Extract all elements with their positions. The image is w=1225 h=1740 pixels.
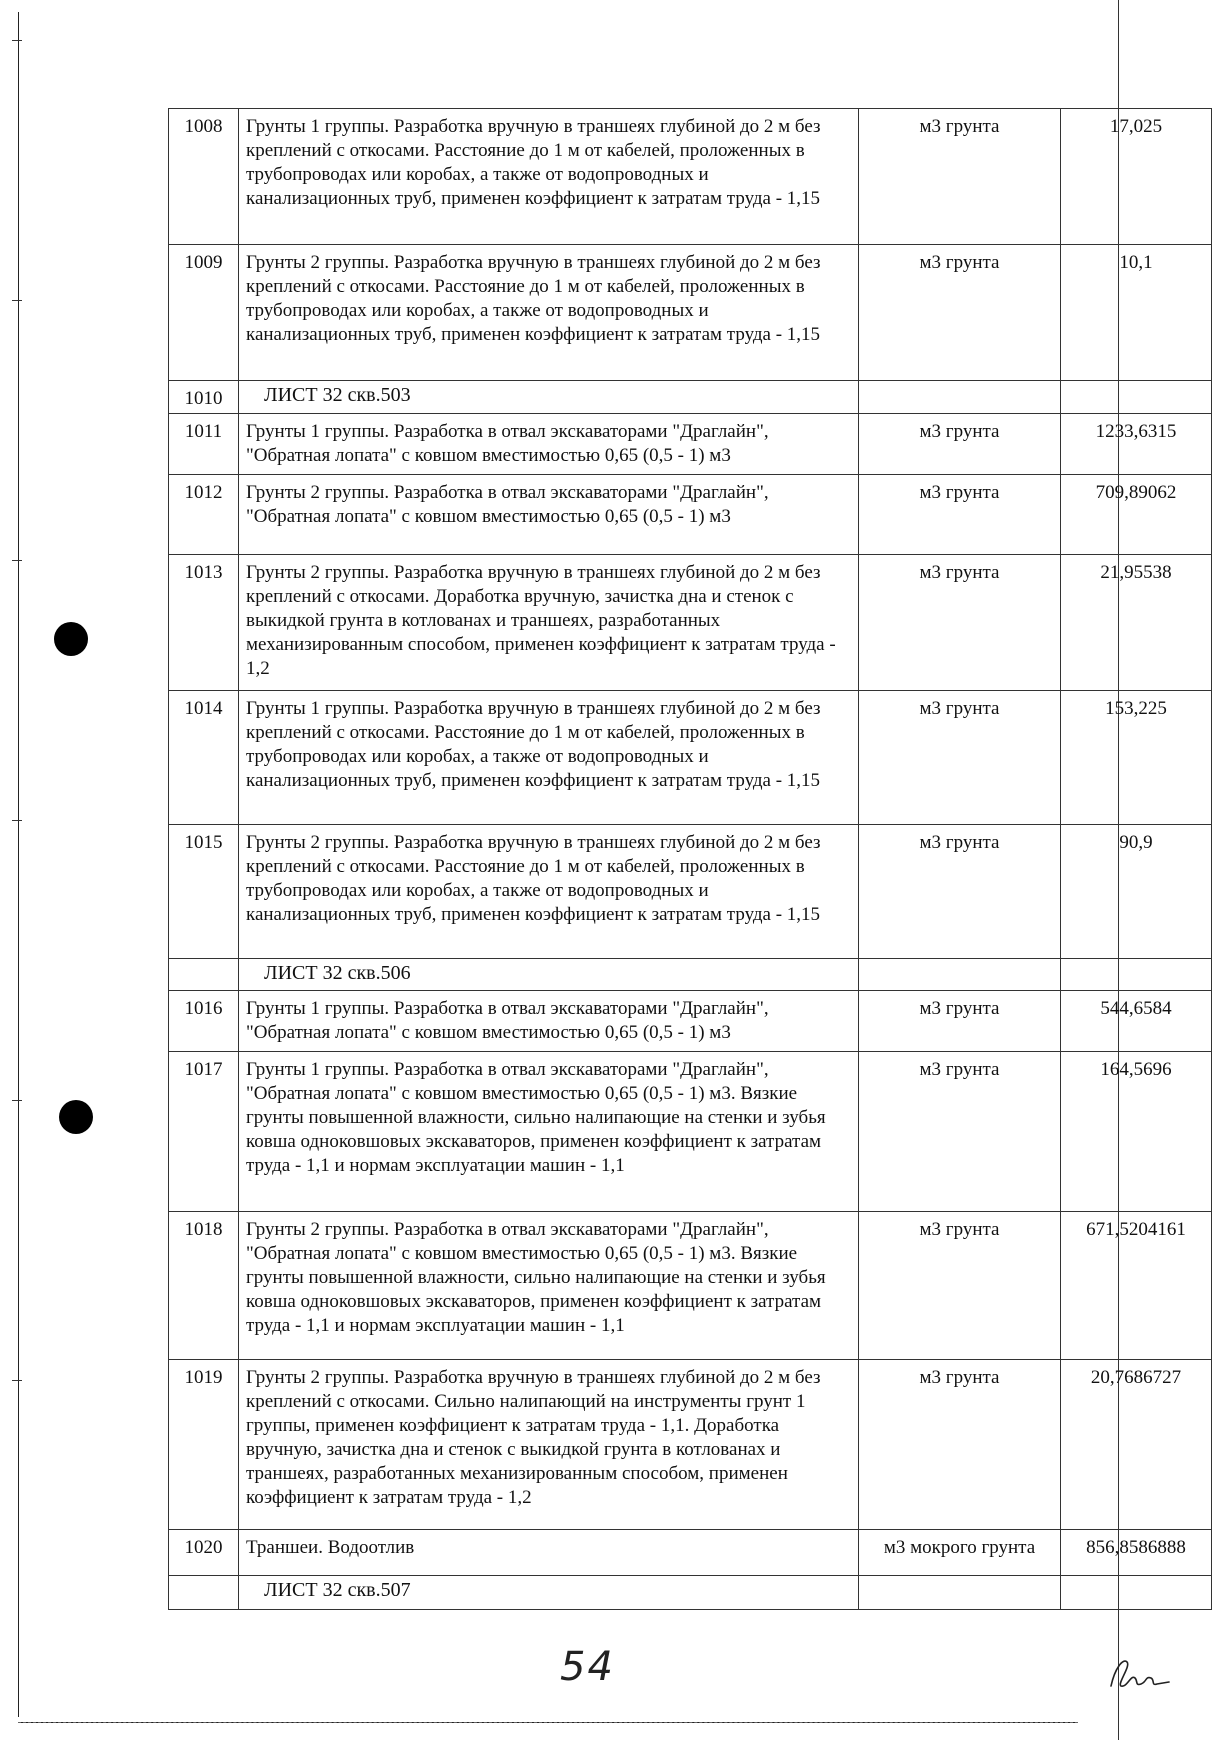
item-quantity: 153,225 <box>1061 691 1212 825</box>
item-unit <box>859 1576 1061 1610</box>
item-description: Грунты 2 группы. Разработка вручную в траншеях глубиной до 2 м без креплений с откосами. Расстояние до 1 м от кабелей, проложенных в трубопроводах или коробах, а также от водопроводных и канализационных труб, применен коэффициент к затратам труда - 1,15 <box>239 825 859 959</box>
sheet-title: ЛИСТ 32 скв.507 <box>239 1576 859 1610</box>
table-row <box>169 991 1212 1052</box>
item-number: 1020 <box>169 1530 239 1576</box>
item-unit: м3 грунта <box>859 1212 1061 1360</box>
item-quantity: 10,1 <box>1061 245 1212 381</box>
table-row <box>169 245 1212 381</box>
item-unit: м3 грунта <box>859 414 1061 475</box>
item-unit: м3 грунта <box>859 1360 1061 1530</box>
item-number: 1010 <box>169 381 239 414</box>
item-description: Грунты 1 группы. Разработка вручную в траншеях глубиной до 2 м без креплений с откосами. Расстояние до 1 м от кабелей, проложенных в трубопроводах или коробах, а также от водопроводных и канализационных труб, применен коэффициент к затратам труда - 1,15 <box>239 109 859 245</box>
item-number: 1015 <box>169 825 239 959</box>
margin-tick <box>12 40 22 41</box>
item-quantity: 671,5204161 <box>1061 1212 1212 1360</box>
sheet-title: ЛИСТ 32 скв.506 <box>239 959 859 991</box>
item-number <box>169 1576 239 1610</box>
item-unit: м3 грунта <box>859 825 1061 959</box>
item-quantity: 1233,6315 <box>1061 414 1212 475</box>
item-unit: м3 мокрого грунта <box>859 1530 1061 1576</box>
left-margin-line <box>18 12 19 1717</box>
item-description: Грунты 2 группы. Разработка вручную в траншеях глубиной до 2 м без креплений с откосами. Расстояние до 1 м от кабелей, проложенных в трубопроводах или коробах, а также от водопроводных и канализационных труб, применен коэффициент к затратам труда - 1,15 <box>239 245 859 381</box>
item-quantity: 164,5696 <box>1061 1052 1212 1212</box>
sheet-header-row <box>169 959 1212 991</box>
item-unit <box>859 381 1061 414</box>
table-body <box>169 109 1212 1610</box>
bottom-margin-line <box>18 1722 1078 1723</box>
item-number: 1012 <box>169 475 239 555</box>
item-unit: м3 грунта <box>859 991 1061 1052</box>
item-quantity: 20,7686727 <box>1061 1360 1212 1530</box>
punch-hole <box>59 1100 93 1134</box>
item-unit <box>859 959 1061 991</box>
item-number: 1008 <box>169 109 239 245</box>
item-description: Грунты 2 группы. Разработка в отвал экскаваторами "Драглайн", "Обратная лопата" с ковшом вместимостью 0,65 (0,5 - 1) м3 <box>239 475 859 555</box>
item-description: Грунты 2 группы. Разработка в отвал экскаваторами "Драглайн", "Обратная лопата" с ковшом вместимостью 0,65 (0,5 - 1) м3. Вязкие грунты повышенной влажности, сильно налипающие на стенки и зубья ковша одноковшовых экскаваторов, применен коэффициент к затратам труда - 1,1 и нормам эксплуатации машин - 1,1 <box>239 1212 859 1360</box>
item-number <box>169 959 239 991</box>
item-quantity: 856,8586888 <box>1061 1530 1212 1576</box>
item-unit: м3 грунта <box>859 691 1061 825</box>
table-row <box>169 1360 1212 1530</box>
page-number: 54 <box>560 1644 615 1690</box>
item-unit: м3 грунта <box>859 1052 1061 1212</box>
item-quantity: 21,95538 <box>1061 555 1212 691</box>
table-row <box>169 691 1212 825</box>
work-items-table <box>168 108 1212 1610</box>
table-row <box>169 1212 1212 1360</box>
item-description: Траншеи. Водоотлив <box>239 1530 859 1576</box>
item-description: Грунты 1 группы. Разработка в отвал экскаваторами "Драглайн", "Обратная лопата" с ковшом вместимостью 0,65 (0,5 - 1) м3 <box>239 991 859 1052</box>
item-description: Грунты 1 группы. Разработка вручную в траншеях глубиной до 2 м без креплений с откосами. Расстояние до 1 м от кабелей, проложенных в трубопроводах или коробах, а также от водопроводных и канализационных труб, применен коэффициент к затратам труда - 1,15 <box>239 691 859 825</box>
item-unit: м3 грунта <box>859 475 1061 555</box>
margin-tick <box>12 820 22 821</box>
item-number: 1018 <box>169 1212 239 1360</box>
table-row <box>169 109 1212 245</box>
item-quantity: 544,6584 <box>1061 991 1212 1052</box>
item-quantity: 90,9 <box>1061 825 1212 959</box>
signature-icon <box>1105 1648 1175 1698</box>
item-quantity <box>1061 1576 1212 1610</box>
table-row <box>169 475 1212 555</box>
item-quantity: 709,89062 <box>1061 475 1212 555</box>
item-number: 1011 <box>169 414 239 475</box>
item-number: 1019 <box>169 1360 239 1530</box>
item-number: 1009 <box>169 245 239 381</box>
table-row <box>169 414 1212 475</box>
margin-tick <box>12 1100 22 1101</box>
item-description: Грунты 2 группы. Разработка вручную в траншеях глубиной до 2 м без креплений с откосами. Доработка вручную, зачистка дна и стенок с выкидкой грунта в котлованах и траншеях, разработанных механизированным способом, применен коэффициент к затратам труда - 1,2 <box>239 555 859 691</box>
margin-tick <box>12 1380 22 1381</box>
item-description: Грунты 1 группы. Разработка в отвал экскаваторами "Драглайн", "Обратная лопата" с ковшом вместимостью 0,65 (0,5 - 1) м3. Вязкие грунты повышенной влажности, сильно налипающие на стенки и зубья ковша одноковшовых экскаваторов, применен коэффициент к затратам труда - 1,1 и нормам эксплуатации машин - 1,1 <box>239 1052 859 1212</box>
margin-tick <box>12 300 22 301</box>
item-number: 1016 <box>169 991 239 1052</box>
sheet-header-row <box>169 381 1212 414</box>
item-quantity <box>1061 959 1212 991</box>
table-row <box>169 825 1212 959</box>
item-unit: м3 грунта <box>859 555 1061 691</box>
item-quantity <box>1061 381 1212 414</box>
sheet-title: ЛИСТ 32 скв.503 <box>239 381 859 414</box>
item-quantity: 17,025 <box>1061 109 1212 245</box>
item-number: 1017 <box>169 1052 239 1212</box>
item-description: Грунты 1 группы. Разработка в отвал экскаваторами "Драглайн", "Обратная лопата" с ковшом вместимостью 0,65 (0,5 - 1) м3 <box>239 414 859 475</box>
table-row <box>169 1530 1212 1576</box>
item-number: 1014 <box>169 691 239 825</box>
margin-tick <box>12 560 22 561</box>
item-description: Грунты 2 группы. Разработка вручную в траншеях глубиной до 2 м без креплений с откосами. Сильно налипающий на инструменты грунт 1 группы, применен коэффициент к затратам труда - 1,1. Доработка вручную, зачистка дна и стенок с выкидкой грунта в котлованах и траншеях, разработанных механизированным способом, применен коэффициент к затратам труда - 1,2 <box>239 1360 859 1530</box>
item-unit: м3 грунта <box>859 245 1061 381</box>
table-row <box>169 555 1212 691</box>
punch-hole <box>54 622 88 656</box>
sheet-header-row <box>169 1576 1212 1610</box>
table-row <box>169 1052 1212 1212</box>
item-unit: м3 грунта <box>859 109 1061 245</box>
item-number: 1013 <box>169 555 239 691</box>
